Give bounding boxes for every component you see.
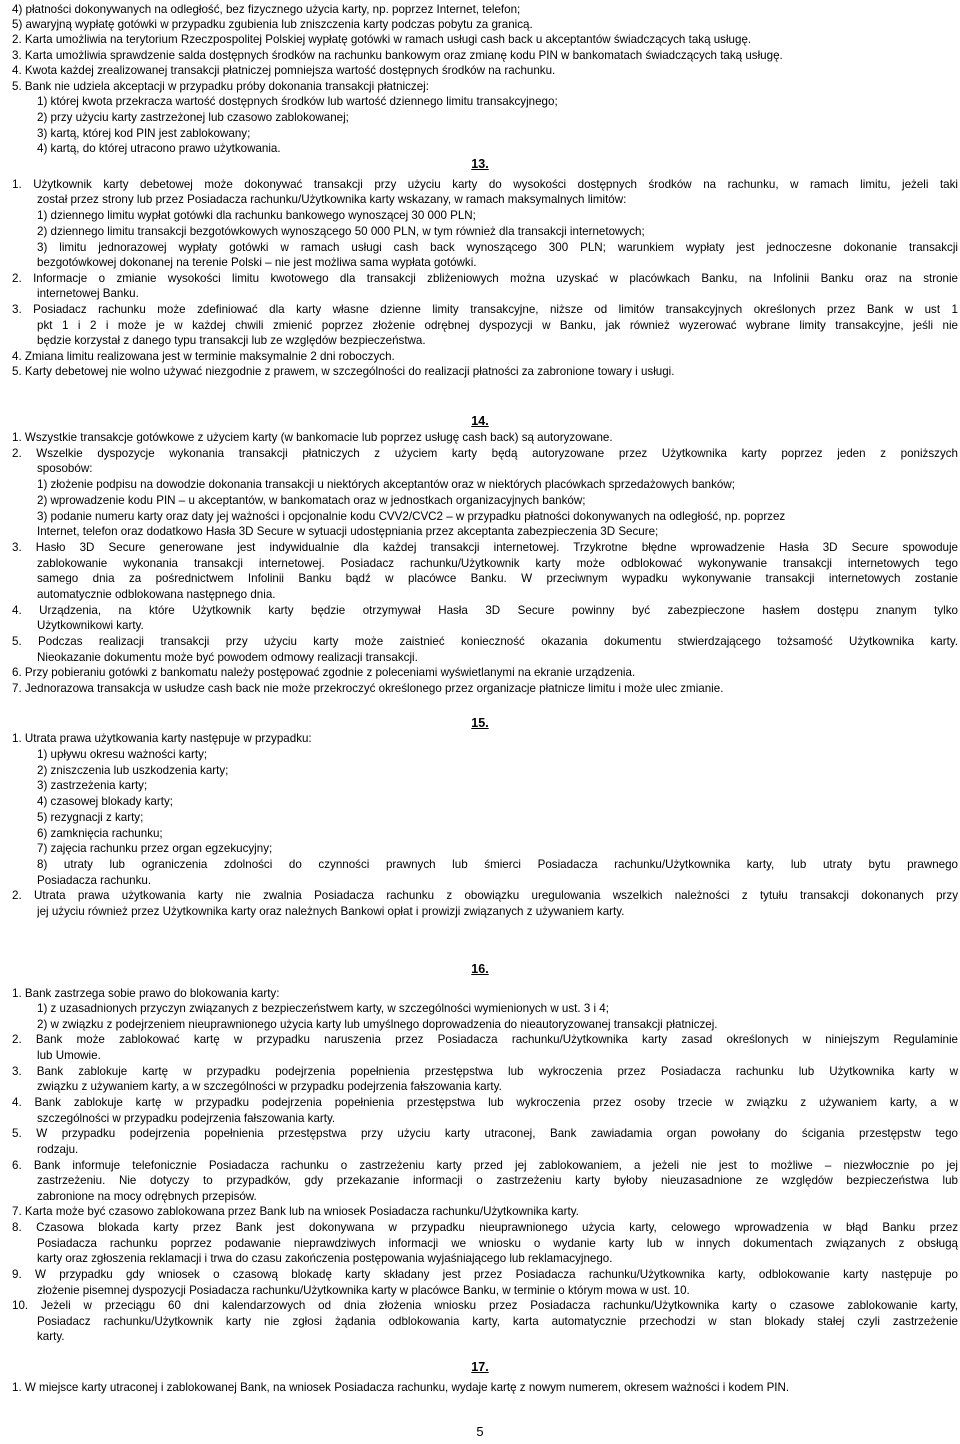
text-line: 1. W miejsce karty utraconej i zablokowanej Bank, na wniosek Posiadacza rachunku, wydaje kartę z nowym numerem, okresem ważności i kodem PIN. (12, 1381, 790, 1394)
text-line: 3) zastrzeżenia karty; (37, 779, 148, 792)
text-line: 1. Użytkownik karty debetowej może dokonywać transakcji przy użyciu karty do wysokości dostępnych środków na rachunku, w ramach limitu, jeżeli taki (12, 178, 958, 191)
text-line: zabronione na mocy odrębnych przepisów. (37, 1190, 257, 1203)
text-line: szczególności w przypadku podejrzenia fałszowania karty. (37, 1112, 336, 1125)
text-line: 1) upływu okresu ważności karty; (37, 748, 208, 761)
text-line: 5) rezygnacji z karty; (37, 811, 144, 824)
text-line: 4. Bank zablokuje kartę w przypadku podejrzenia popełnienia przestępstwa lub wykroczenia przez osoby trzecie w związku z używaniem karty, a w (12, 1096, 958, 1109)
text-line: karty oraz zgłoszenia reklamacji i trwa do czasu zakończenia postępowania wyjaśniającego lub reklamacyjnego. (37, 1252, 613, 1265)
text-line: Użytkownikowi karty. (37, 619, 144, 632)
text-line: 1. Wszystkie transakcje gotówkowe z użyciem karty (w bankomacie lub poprzez usługę cash back) są autoryzowane. (12, 431, 613, 444)
text-line: bezgotówkowej dokonanej na terenie Polski – nie jest możliwa sama wypłata gotówki. (37, 256, 477, 269)
text-line: Posiadacza rachunku poprzez podawanie nieprawdziwych informacji we wniosku o wydanie karty lub w innych dokumentach związanych z obsługą (37, 1237, 958, 1250)
text-line: 9. W przypadku gdy wniosek o czasową blokadę karty składany jest przez Posiadacza rachunku/Użytkownika karty, odblokowanie karty następuje po (12, 1268, 958, 1281)
text-line: 5. Karty debetowej nie wolno używać niezgodnie z prawem, w szczególności do realizacji płatności za zabronione towary i usługi. (12, 365, 675, 378)
text-line: 8) utraty lub ograniczenia zdolności do czynności prawnych lub śmierci Posiadacza rachunku/Użytkownika karty, lub utraty bytu prawnego (37, 858, 958, 871)
text-line: 3. Hasło 3D Secure generowane jest indywidualnie dla każdej transakcji internetowej. Trzykrotne błędne wprowadzenie Hasła 3D Secure spowoduje (12, 541, 958, 554)
text-line: został przez strony lub przez Posiadacza rachunku/Użytkownika karty wskazany, w ramach maksymalnych limitów: (37, 193, 627, 206)
text-line: pkt 1 i 2 i może je w każdej chwili zmienić poprzez złożenie odrębnej dyspozycji w Banku, jak również wyzerować wybrane limity transakcyjne, jeśli nie (37, 319, 958, 332)
text-line: 5. Bank nie udziela akceptacji w przypadku próby dokonania transakcji płatniczej: (12, 80, 429, 93)
page-number: 5 (476, 1424, 484, 1439)
text-line: 3. Karta umożliwia sprawdzenie salda dostępnych środków na rachunku bankowym oraz zmianę kodu PIN w bankomatach świadczących taką usługę. (12, 49, 783, 62)
text-line: 1) złożenie podpisu na dowodzie dokonania transakcji u niektórych akceptantów oraz w niektórych placówkach sprzedażowych banków; (37, 478, 735, 491)
section-heading: 15. (471, 716, 489, 730)
text-line: 4. Urządzenia, na które Użytkownik karty będzie otrzymywał Hasła 3D Secure powinny być zabezpieczone hasłem dostępu znanym tylko (12, 604, 958, 617)
text-line: internetowej Banku. (37, 287, 139, 300)
text-line: 2) zniszczenia lub uszkodzenia karty; (37, 764, 229, 777)
text-line: 5) awaryjną wypłatę gotówki w przypadku zgubienia lub zniszczenia karty podczas pobytu za granicą. (12, 18, 533, 31)
text-line: 1) której kwota przekracza wartość dostępnych środków lub wartość dziennego limitu transakcyjnego; (37, 95, 558, 108)
section-heading: 16. (471, 962, 489, 976)
text-line: automatycznie odblokowana następnego dnia. (37, 588, 276, 601)
text-line: będzie korzystał z danego typu transakcji lub ze względów bezpieczeństwa. (37, 334, 426, 347)
text-line: 4) czasowej blokady karty; (37, 795, 173, 808)
text-line: 6. Bank informuje telefonicznie Posiadacza rachunku o zastrzeżeniu karty przed jej zablokowaniem, a jeżeli nie jest to możliwe – niezwłocznie po jej (12, 1159, 958, 1172)
text-line: 2. Wszelkie dyspozycje wykonania transakcji płatniczych z użyciem karty będą autoryzowane przez Użytkownika karty poprzez jeden z poniższych (12, 447, 958, 460)
text-line: 6. Przy pobieraniu gotówki z bankomatu należy postępować zgodnie z poleceniami wyświetlanymi na ekranie urządzenia. (12, 666, 636, 679)
text-line: 5. W przypadku podejrzenia popełnienia przestępstwa przy użyciu karty utraconej, Bank zawiadamia organ powołany do ścigania przestępstw tego (12, 1127, 958, 1140)
section-heading: 17. (471, 1360, 489, 1374)
text-line: 7) zajęcia rachunku przez organ egzekucyjny; (37, 842, 273, 855)
text-line: 3) podanie numeru karty oraz daty jej ważności i opcjonalnie kodu CVV2/CVC2 – w przypadku płatności dokonywanych na odległość, np. poprzez (37, 510, 786, 523)
text-line: 2. Bank może zablokować kartę w przypadku naruszenia przez Posiadacza rachunku/Użytkownika karty zasad określonych w niniejszym Regulaminie (12, 1033, 958, 1046)
text-line: 2) w związku z podejrzeniem nieuprawnionego użycia karty lub umyślnego doprowadzenia do nieautoryzowanej transakcji płatniczej. (37, 1018, 718, 1031)
text-line: 8. Czasowa blokada karty przez Bank jest dokonywana w przypadku nieuprawnionego użycia karty, celowego wprowadzenia w błąd Banku przez (12, 1221, 958, 1234)
text-line: związku z używaniem karty, a w szczególności w przypadku podejrzenia fałszowania karty. (37, 1080, 502, 1093)
text-line: karty. (37, 1330, 65, 1343)
text-line: 1) dziennego limitu wypłat gotówki dla rachunku bankowego wynoszącej 30 000 PLN; (37, 209, 476, 222)
text-line: 7. Karta może być czasowo zablokowana przez Bank lub na wniosek Posiadacza rachunku/Użytkownika karty. (12, 1205, 579, 1218)
text-line: 2. Informacje o zmianie wysokości limitu kwotowego dla transakcji zbliżeniowych można uzyskać w placówkach Banku, na Infolinii Banku oraz na stronie (12, 272, 958, 285)
section-heading: 13. (471, 157, 489, 171)
text-line: 1. Bank zastrzega sobie prawo do blokowania karty: (12, 987, 280, 1000)
text-line: 4) kartą, do której utracono prawo użytkowania. (37, 142, 281, 155)
text-line: Posiadacza rachunku. (37, 874, 152, 887)
text-line: 6) zamknięcia rachunku; (37, 827, 163, 840)
text-line: 2. Karta umożliwia na terytorium Rzeczpospolitej Polskiej wypłatę gotówki w ramach usługi cash back u akceptantów świadczących taką usługę. (12, 33, 752, 46)
text-line: jej użyciu również przez Użytkownika karty oraz należnych Bankowi opłat i prowizji związanych z używaniem karty. (37, 905, 625, 918)
section-heading: 14. (471, 414, 489, 428)
text-line: 2) wprowadzenie kodu PIN – u akceptantów, w bankomatach oraz w jednostkach organizacyjnych banków; (37, 494, 586, 507)
text-line: 10. Jeżeli w przeciągu 60 dni kalendarzowych od dnia złożenia wniosku przez Posiadacza rachunku/Użytkownika karty o czasowe zablokowanie karty, (12, 1299, 958, 1312)
text-line: 4. Zmiana limitu realizowana jest w terminie maksymalnie 2 dni roboczych. (12, 350, 395, 363)
text-line: 4) płatności dokonywanych na odległość, bez fizycznego użycia karty, np. poprzez Internet, telefon; (12, 3, 521, 16)
text-line: samego dnia za pośrednictwem Infolinii Banku bądź w placówce Banku. W przeciwnym wypadku wykonywanie transakcji internetowych zostanie (37, 572, 958, 585)
text-line: Internet, telefon oraz dodatkowo Hasła 3D Secure w sytuacji udostępniania przez akceptanta zabezpieczenia 3D Secure; (37, 525, 659, 538)
text-line: 4. Kwota każdej zrealizowanej transakcji płatniczej pomniejsza wartość dostępnych środków na rachunku. (12, 64, 556, 77)
text-line: 1. Utrata prawa użytkowania karty następuje w przypadku: (12, 732, 312, 745)
text-line: 7. Jednorazowa transakcja w usłudze cash back nie może przekroczyć określonego przez organizacje płatnicze limitu i może ulec zmianie. (12, 682, 724, 695)
text-line: 2) przy użyciu karty zastrzeżonej lub czasowo zablokowanej; (37, 111, 349, 124)
text-line: zablokowanie wykonania transakcji internetowej. Posiadacz rachunku/Użytkownik karty może odblokować wykonywanie transakcji internetowych tego (37, 557, 958, 570)
text-line: lub Umowie. (37, 1049, 101, 1062)
text-line: 2. Utrata prawa użytkowania karty nie zwalnia Posiadacza rachunku z obowiązku uregulowania wszelkich należności z tytułu transakcji dokonanych przy (12, 889, 958, 902)
text-line: sposobów: (37, 462, 93, 475)
text-line: 2) dziennego limitu transakcji bezgotówkowych wynoszącego 50 000 PLN, w tym również dla transakcji internetowych; (37, 225, 645, 238)
text-line: 3. Bank zablokuje kartę w przypadku podejrzenia popełnienia przestępstwa lub wykroczenia przez Posiadacza rachunku lub Użytkownika karty w (12, 1065, 958, 1078)
text-line: 3. Posiadacz rachunku może zdefiniować dla karty własne dzienne limity transakcyjne, niższe od limitów transakcyjnych określonych przez Bank w ust 1 (12, 303, 958, 316)
text-line: 1) z uzasadnionych przyczyn związanych z bezpieczeństwem karty, w szczególności wymienionych w ust. 3 i 4; (37, 1002, 609, 1015)
text-line: złożenie pisemnej dyspozycji Posiadacza rachunku/Użytkownika karty w placówce Banku, w terminie o którym mowa w ust. 10. (37, 1284, 690, 1297)
text-line: Nieokazanie dokumentu może być powodem odmowy realizacji transakcji. (37, 651, 418, 664)
text-line: 3) kartą, której kod PIN jest zablokowany; (37, 127, 251, 140)
text-line: Posiadacz rachunku/Użytkownik karty nie zgłosi żądania odblokowania karty, karta automatycznie przechodzi w stan blokady stałej czyli zastrzeżenie (37, 1315, 958, 1328)
text-line: zastrzeżeniu. Nie dotyczy to przypadków, gdy przekazanie informacji o zastrzeżeniu karty byłoby nieuzasadnione ze względów bezpieczeństwa lub (37, 1174, 958, 1187)
text-line: 5. Podczas realizacji transakcji przy użyciu karty może zaistnieć konieczność okazania dokumentu stwierdzającego tożsamość Użytkownika karty. (12, 635, 958, 648)
text-line: rodzaju. (37, 1143, 79, 1156)
text-line: 3) limitu jednorazowej wypłaty gotówki w ramach usługi cash back wynoszącego 300 PLN; warunkiem wypłaty jest jednoczesne dokonanie transakcji (37, 241, 958, 254)
